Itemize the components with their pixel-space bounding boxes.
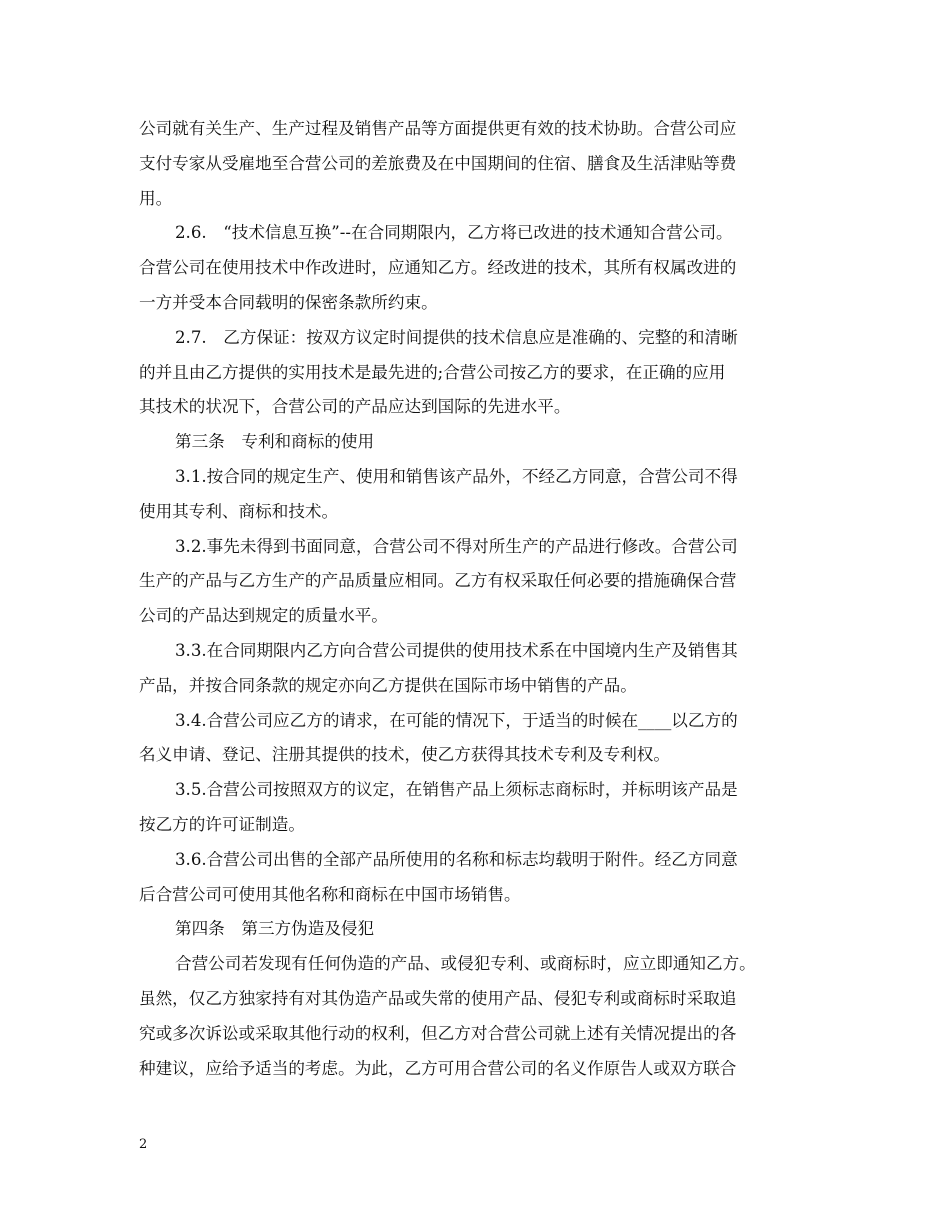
text-line: 后合营公司可使用其他名称和商标在中国市场销售。: [139, 884, 521, 904]
text-line: 公司就有关生产、生产过程及销售产品等方面提供更有效的技术协助。合营公司应: [139, 119, 737, 138]
text-line: 3.5.合营公司按照双方的议定，在销售产品上须标志商标时，并标明该产品是: [175, 780, 738, 800]
text-line: 3.6.合营公司出售的全部产品所使用的名称和标志均载明于附件。经乙方同意: [175, 849, 738, 869]
text-line: 合营公司若发现有任何伪造的产品、或侵犯专利、或商标时，应立即通知乙方。: [175, 954, 756, 974]
text-line: 2.7. 乙方保证：按双方议定时间提供的技术信息应是准确的、完整的和清晰: [175, 327, 738, 347]
text-line: 用。: [139, 188, 173, 208]
text-line: 第四条 第三方伪造及侵犯: [175, 919, 375, 939]
text-line: 第三条 专利和商标的使用: [175, 432, 375, 452]
text-line: 生产的产品与乙方生产的产品质量应相同。乙方有权采取任何必要的措施确保合营: [139, 571, 737, 591]
text-line: 合营公司在使用技术中作改进时，应通知乙方。经改进的技术，其所有权属改进的: [139, 258, 737, 278]
text-line: 的并且由乙方提供的实用技术是最先进的;合营公司按乙方的要求，在正确的应用: [139, 362, 726, 382]
text-line: 3.1.按合同的规定生产、使用和销售该产品外，不经乙方同意，合营公司不得: [175, 466, 738, 486]
text-line: 名义申请、登记、注册其提供的技术，使乙方获得其技术专利及专利权。: [139, 745, 670, 765]
page-number: 2: [139, 1137, 148, 1152]
text-line: 2.6. “技术信息互换”--在合同期限内，乙方将已改进的技术通知合营公司。: [175, 223, 733, 243]
text-line: 种建议，应给予适当的考虑。为此，乙方可用合营公司的名义作原告人或双方联合: [139, 1058, 737, 1078]
text-line: 一方并受本合同载明的保密条款所约束。: [139, 292, 438, 312]
text-line: 虽然，仅乙方独家持有对其伪造产品或失常的使用产品、侵犯专利或商标时采取追: [139, 988, 737, 1008]
text-line: 3.3.在合同期限内乙方向合营公司提供的使用技术系在中国境内生产及销售其: [175, 640, 738, 660]
text-line: 3.2.事先未得到书面同意，合营公司不得对所生产的产品进行修改。合营公司: [175, 536, 738, 556]
text-line: 支付专家从受雇地至合营公司的差旅费及在中国期间的住宿、膳食及生活津贴等费: [139, 153, 737, 173]
document-body: [139, 112, 829, 1086]
text-line: 产品，并按合同条款的规定亦向乙方提供在国际市场中销售的产品。: [139, 675, 637, 695]
text-line: 公司的产品达到规定的质量水平。: [139, 606, 388, 626]
text-line: 其技术的状况下，合营公司的产品应达到国际的先进水平。: [139, 397, 571, 417]
text-line: 3.4.合营公司应乙方的请求，在可能的情况下，于适当的时候在____以乙方的: [175, 710, 738, 730]
text-line: 使用其专利、商标和技术。: [139, 501, 339, 521]
text-line: 按乙方的许可证制造。: [139, 814, 305, 834]
text-line: 究或多次诉讼或采取其他行动的权利，但乙方对合营公司就上述有关情况提出的各: [139, 1023, 737, 1043]
